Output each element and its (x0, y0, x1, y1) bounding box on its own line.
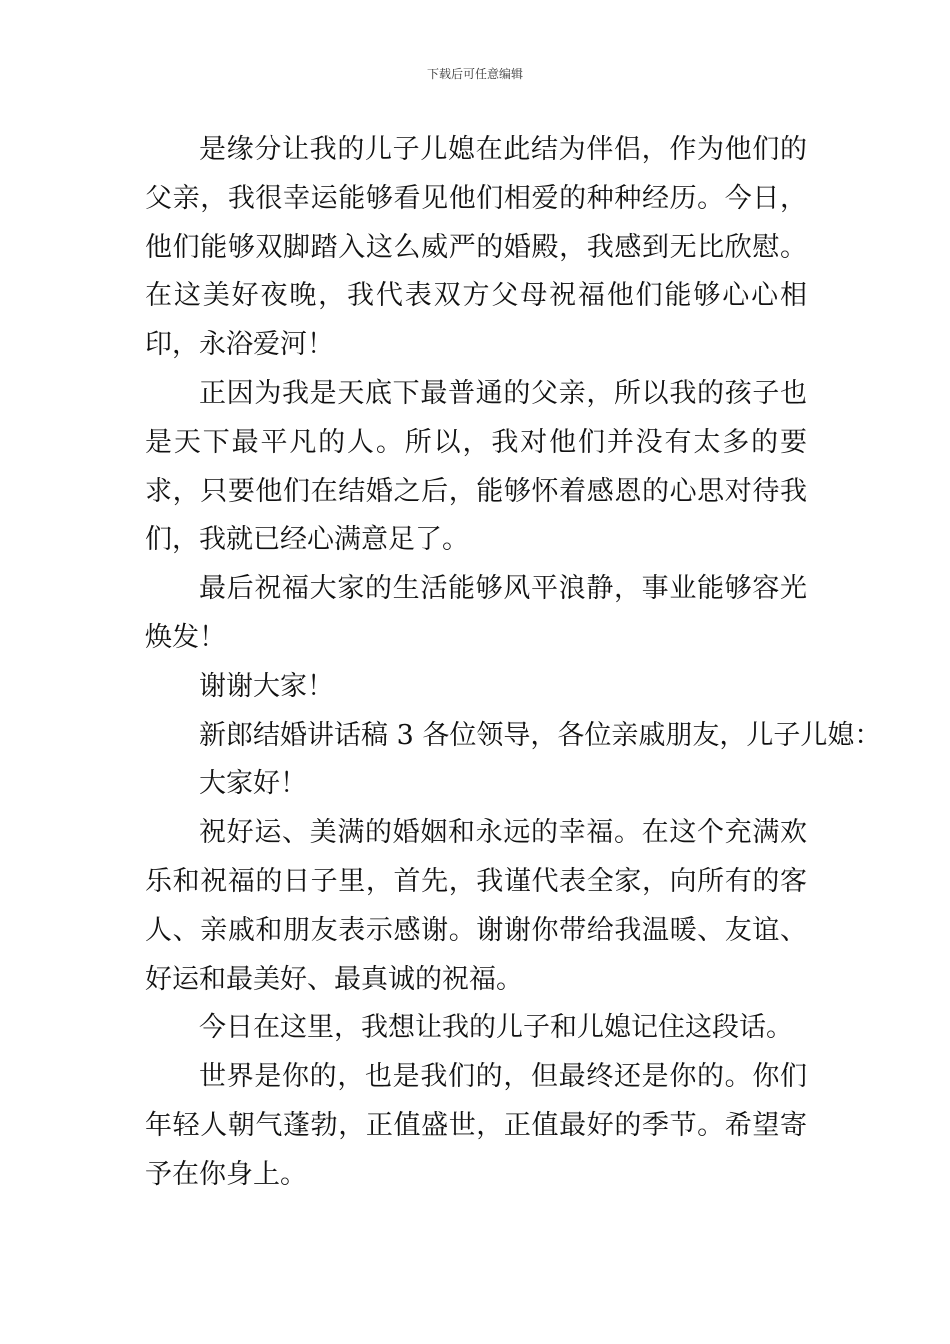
paragraph-5-speech-title: 新郎结婚讲话稿 3 各位领导，各位亲戚朋友，儿子儿媳： (199, 719, 882, 751)
paragraph-4: 谢谢大家！ (199, 670, 334, 702)
paragraph-7: 祝好运、美满的婚姻和永远的幸福。在这个充满欢乐和祝福的日子里，首先，我谨代表全家，向所有的客人、亲戚和朋友表示感谢。谢谢你带给我温暖、友谊、好运和最美好、最真诚的祝福。 (145, 817, 807, 995)
page-header: 下载后可任意编辑 (426, 67, 523, 81)
paragraph-9: 世界是你的，也是我们的，但最终还是你的。你们年轻人朝气蓬勃，正值盛世，正值最好的季节。希望寄予在你身上。 (145, 1061, 807, 1190)
paragraph-2: 正因为我是天底下最普通的父亲，所以我的孩子也是天下最平凡的人。所以，我对他们并没有太多的要求，只要他们在结婚之后，能够怀着感恩的心思对待我们，我就已经心满意足了。 (145, 377, 807, 556)
paragraph-6-greeting: 大家好！ (199, 768, 307, 800)
document-body (145, 126, 882, 1200)
paragraph-3: 最后祝福大家的生活能够风平浪静，事业能够容光焕发！ (145, 573, 807, 653)
paragraph-1: 是缘分让我的儿子儿媳在此结为伴侣，作为他们的父亲，我很幸运能够看见他们相爱的种种经历。今日，他们能够双脚踏入这么威严的婚殿，我感到无比欣慰。在这美好夜晚，我代表双方父母祝福他们能够心心相印，永浴爱河！ (145, 134, 807, 361)
paragraph-8: 今日在这里，我想让我的儿子和儿媳记住这段话。 (199, 1012, 793, 1044)
